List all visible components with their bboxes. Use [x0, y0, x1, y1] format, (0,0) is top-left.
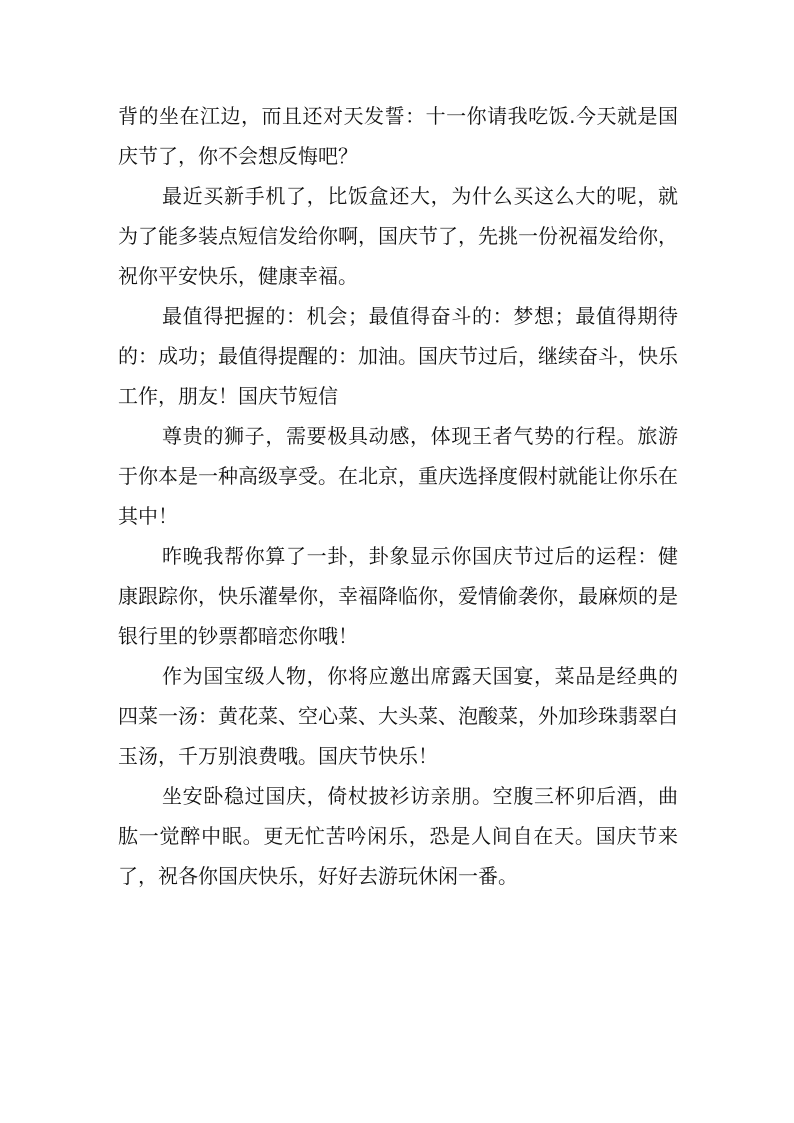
document-body [118, 96, 678, 896]
paragraph-3: 最值得把握的：机会；最值得奋斗的：梦想；最值得期待的：成功；最值得提醒的：加油。国庆节过后，继续奋斗，快乐工作，朋友！国庆节短信 [118, 304, 678, 408]
paragraph-7: 坐安卧稳过国庆，倚杖披衫访亲朋。空腹三杯卯后酒，曲肱一觉醉中眠。更无忙苦吟闲乐，恐是人间自在天。国庆节来了，祝各你国庆快乐，好好去游玩休闲一番。 [118, 784, 678, 888]
paragraph-4: 尊贵的狮子，需要极具动感，体现王者气势的行程。旅游于你本是一种高级享受。在北京，重庆选择度假村就能让你乐在其中！ [118, 424, 678, 528]
paragraph-6: 作为国宝级人物，你将应邀出席露天国宴，菜品是经典的四菜一汤：黄花菜、空心菜、大头菜、泡酸菜，外加珍珠翡翠白玉汤，千万别浪费哦。国庆节快乐！ [118, 664, 678, 768]
paragraph-5: 昨晚我帮你算了一卦，卦象显示你国庆节过后的运程：健康跟踪你，快乐灌晕你，幸福降临你，爱情偷袭你，最麻烦的是银行里的钞票都暗恋你哦！ [118, 544, 678, 648]
paragraph-1: 背的坐在江边，而且还对天发誓：十一你请我吃饭.今天就是国庆节了，你不会想反悔吧？ [118, 104, 678, 168]
paragraph-2: 最近买新手机了，比饭盒还大，为什么买这么大的呢，就为了能多装点短信发给你啊，国庆节了，先挑一份祝福发给你，祝你平安快乐，健康幸福。 [118, 184, 678, 288]
